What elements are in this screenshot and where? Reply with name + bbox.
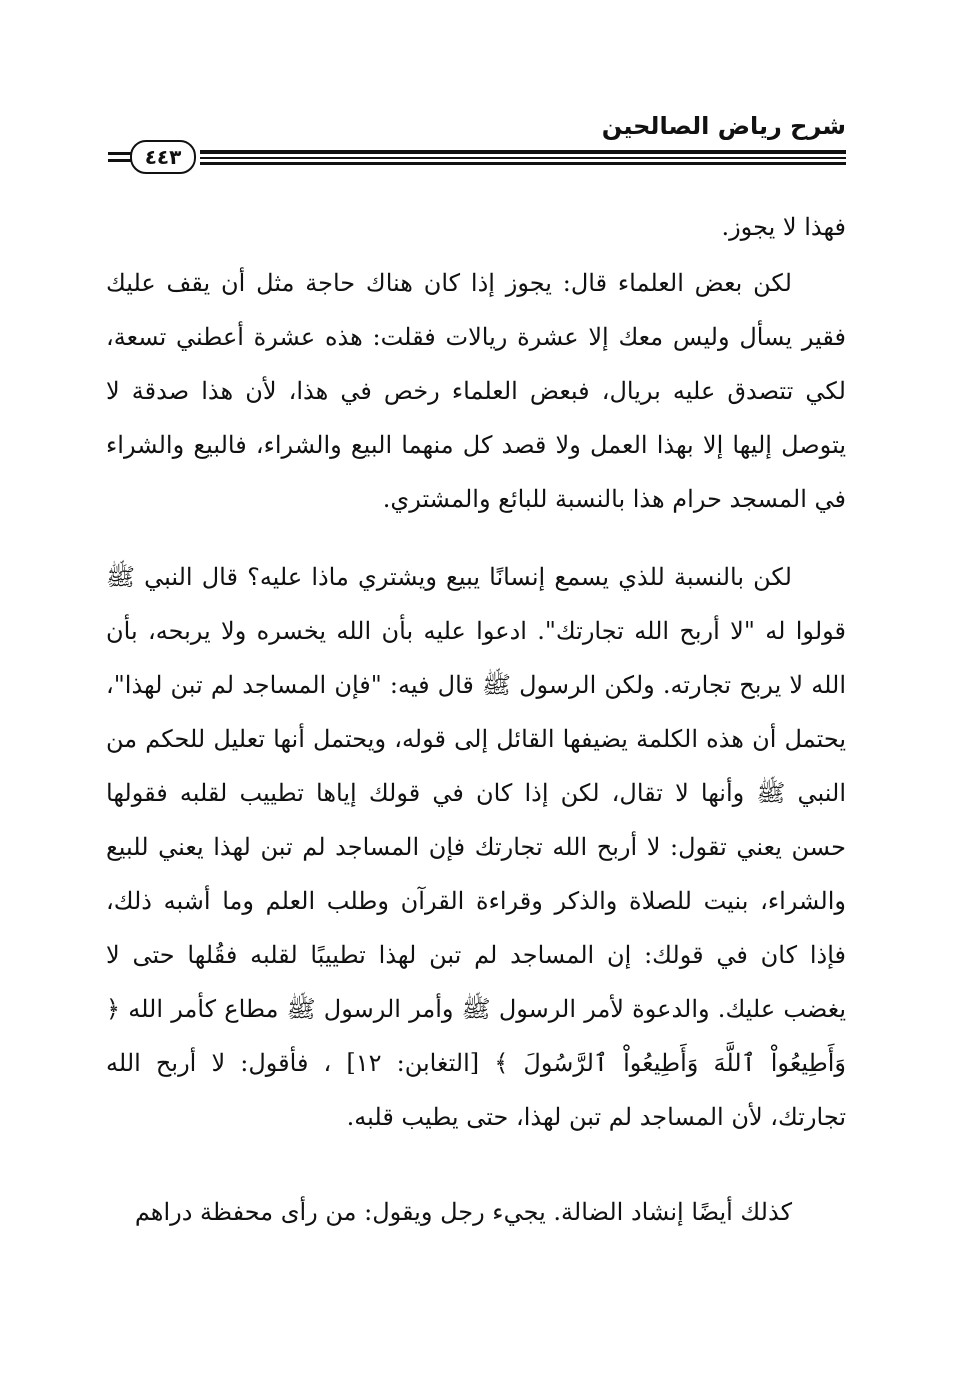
header-rule <box>200 157 846 159</box>
paragraph-1: فهذا لا يجوز. <box>721 213 846 241</box>
running-header-title: شرح رياض الصالحين <box>601 112 846 140</box>
paragraph-3: لكن بالنسبة للذي يسمع إنسانًا يبيع ويشتري ماذا عليه؟ قال النبي ﷺ قولوا له "لا أربح الله تجارتك". ادعوا عليه بأن الله يخسره ولا يربحه، بأن الله لا يربح تجارته. ولكن الرسول ﷺ قال فيه: "فإن المساجد لم تبن لهذا"، يحتمل أن هذه الكلمة يضيفها القائل إلى قوله، ويحتمل أنها تعليل للحكم من النبي ﷺ وأنها لا تقال، لكن إذا كان في قولك إياها تطييب لقلبه فقولها حسن يعني تقول: لا أربح الله تجارتك فإن المساجد لم تبن لهذا يعني للبيع والشراء، بنيت للصلاة والذكر وقراءة القرآن وطلب العلم وما أشبه ذلك، فإذا كان في قولك: إن المساجد لم تبن لهذا تطييبًا لقلبه فقُلها حتى لا يغضب عليك. والدعوة لأمر الرسول ﷺ وأمر الرسول ﷺ مطاع كأمر الله ﴿ وَأَطِيعُواْ ٱللَّهَ وَأَطِيعُواْ ٱلرَّسُولَ ﴾ [التغابن: ١٢] ، فأقول: لا أربح الله تجارتك، لأن المساجد لم تبن لهذا، حتى يطيب قلبه. <box>106 563 847 1131</box>
paragraph-4: كذلك أيضًا إنشاد الضالة. يجيء رجل ويقول: من رأى محفظة دراهم <box>134 1198 792 1226</box>
page-number: ٤٤٣ <box>130 140 196 174</box>
header-rule <box>200 162 846 165</box>
header-rule-short <box>108 159 132 162</box>
header-rule <box>200 150 846 154</box>
header-rule-short <box>108 152 132 155</box>
paragraph-2: لكن بعض العلماء قال: يجوز إذا كان هناك حاجة مثل أن يقف عليك فقير يسأل وليس معك إلا عشرة ريالات فقلت: هذه عشرة أعطني تسعة، لكي تتصدق عليه بريال، فبعض العلماء رخص في هذا، لأن هذا صدقة لا يتوصل إليها إلا بهذا العمل ولا قصد كل منهما البيع والشراء، فالبيع والشراء في المسجد حرام هذا بالنسبة للبائع والمشتري. <box>106 269 846 513</box>
